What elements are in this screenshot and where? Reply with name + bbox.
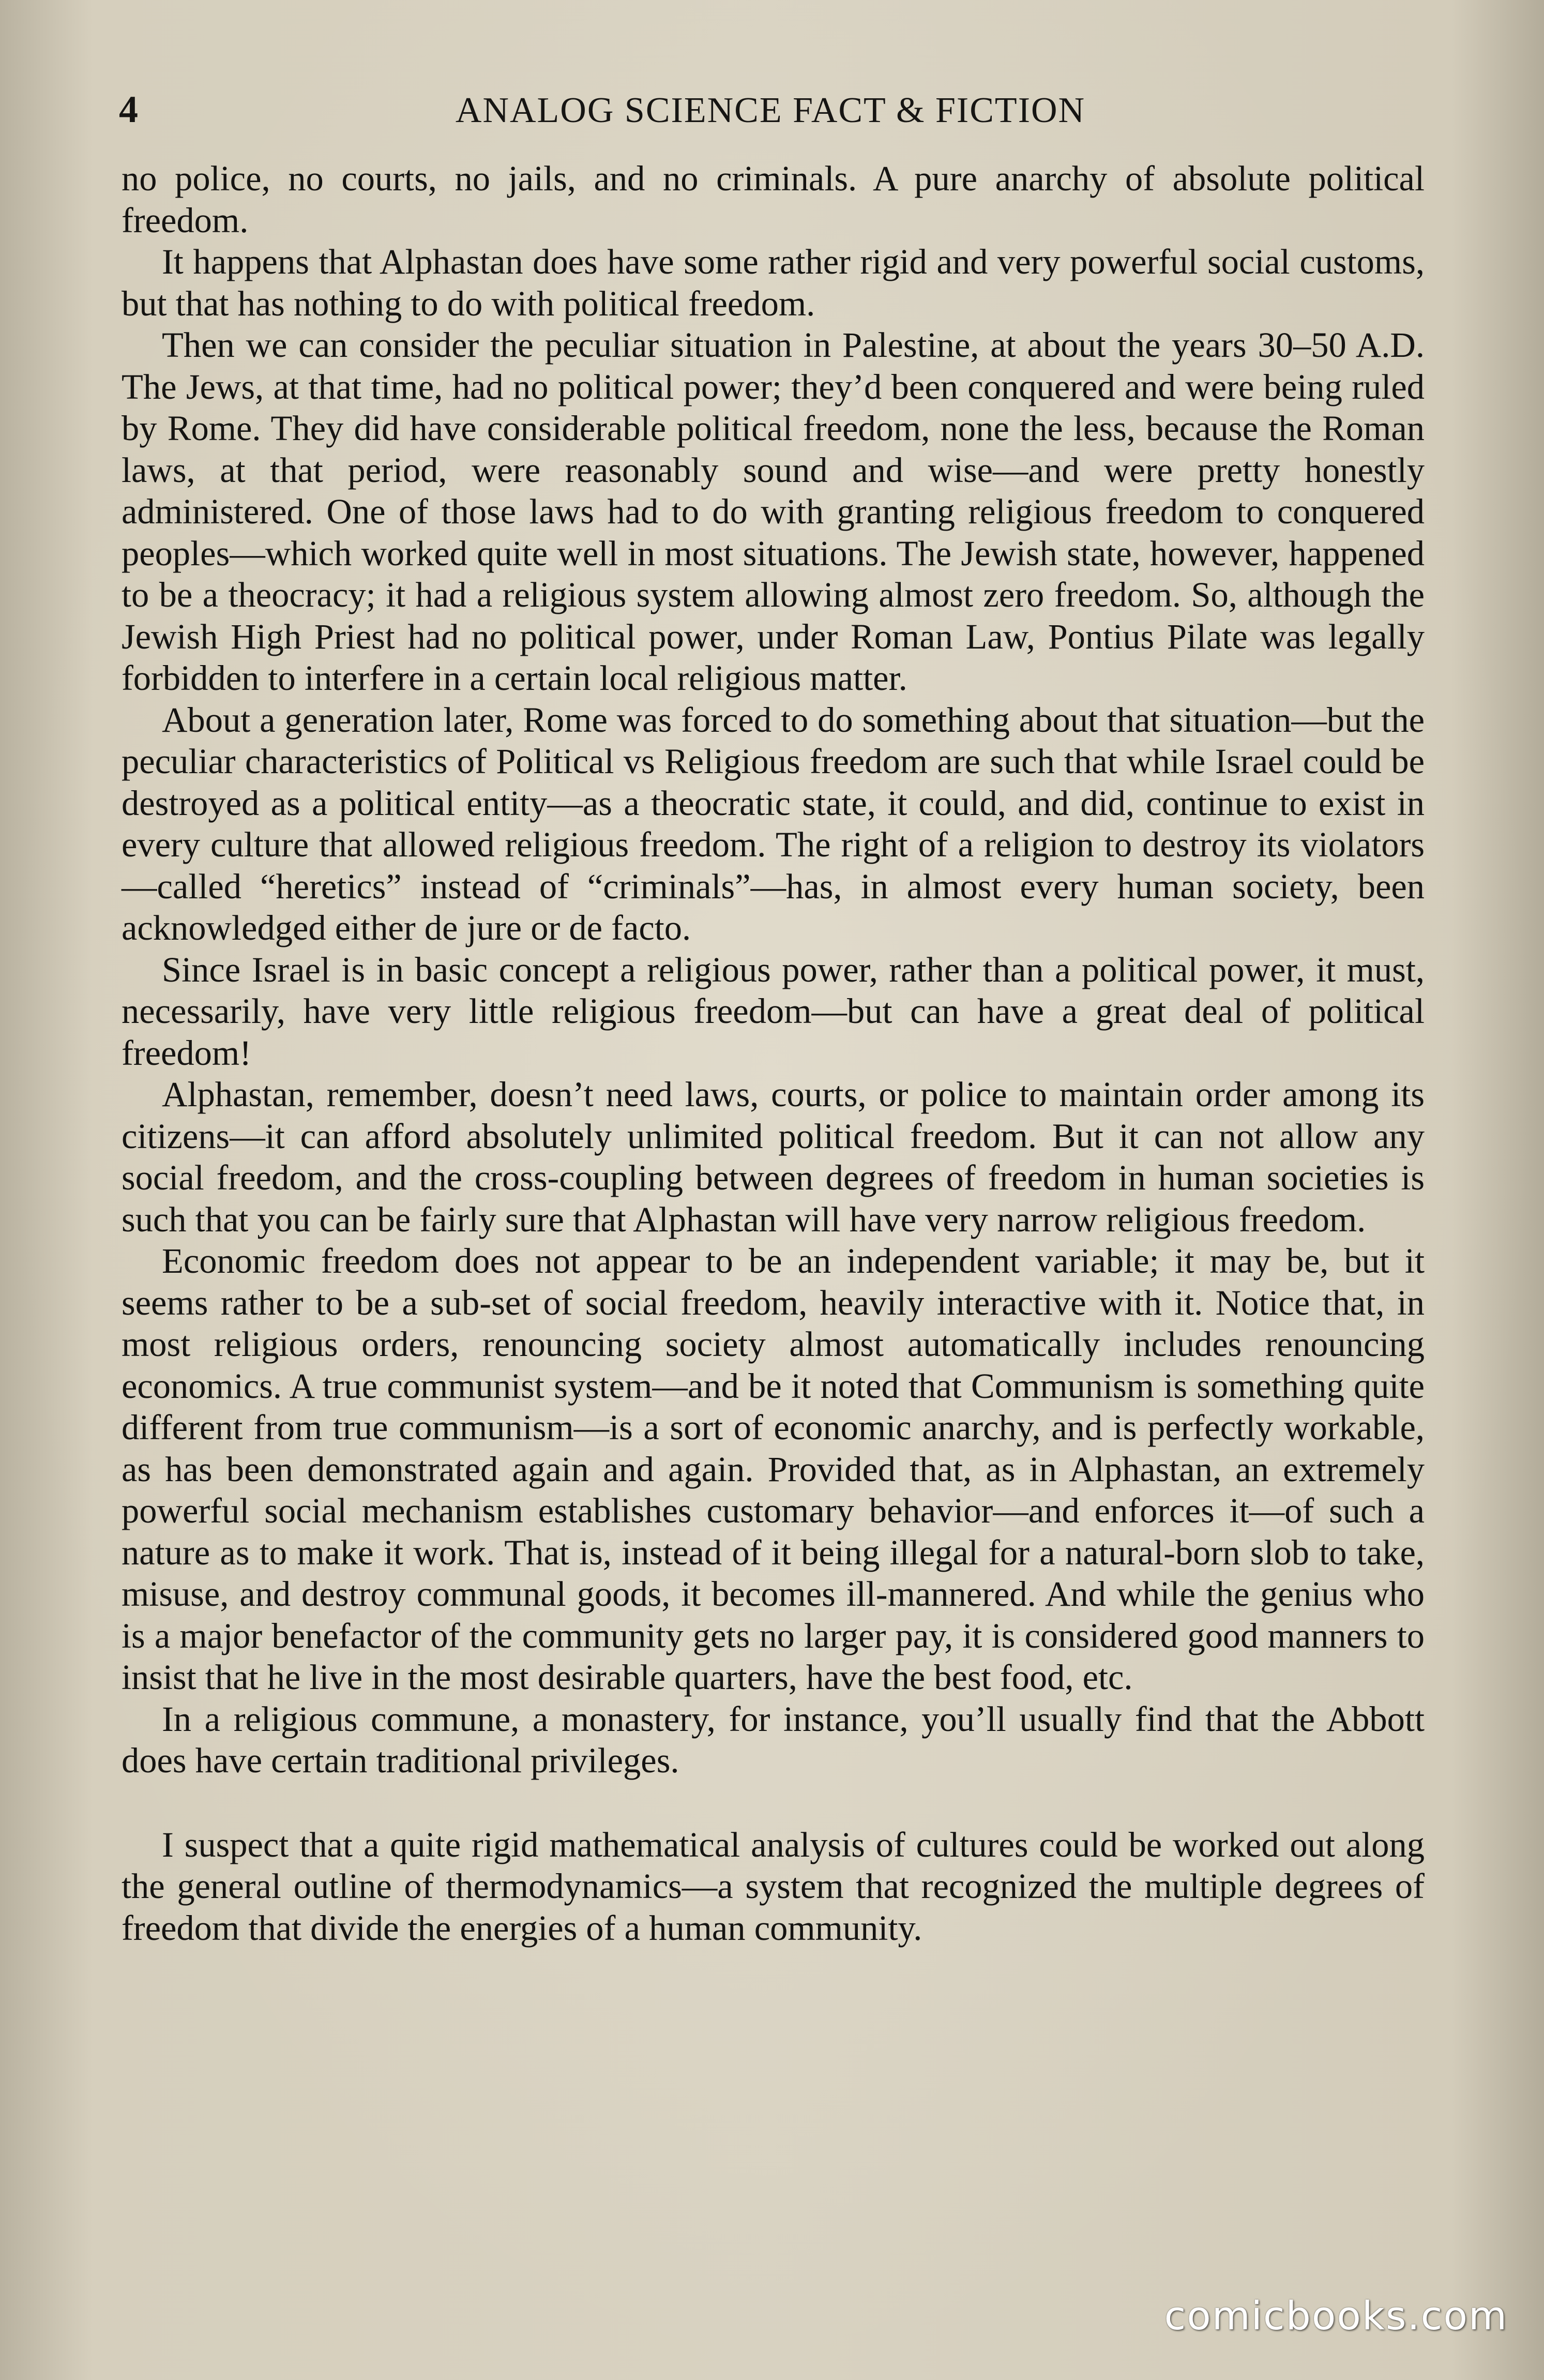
page-header [119,88,1422,145]
paragraph: no police, no courts, no jails, and no criminals. A pure anarchy of absolute political freedom. [122,159,1425,240]
paragraph: Since Israel is in basic concept a religious power, rather than a political power, it must, necessarily, have very little religious freedom—but can have a great deal of political freedom! [122,950,1425,1073]
paragraph: I suspect that a quite rigid mathematical analysis of cultures could be worked out along the general outline of thermodynamics—a system that recognized the multiple degrees of freedom that divide the energies of a human community. [122,1825,1425,1948]
paragraph: Economic freedom does not appear to be an independent variable; it may be, but it seems rather to be a sub-set of social freedom, heavily interactive with it. Notice that, in most religious orders, renouncing society almost automatically includes renouncing economics. A true communist system—and be it noted that Communism is something quite different from true communism—is a sort of economic anarchy, and is perfectly workable, as has been demonstrated again and again. Provided that, as in Alphastan, an extremely powerful social mechanism establishes customary behavior—and enforces it—of such a nature as to make it work. That is, instead of it being illegal for a natural-born slob to take, misuse, and destroy communal goods, it becomes ill-mannered. And while the genius who is a major benefactor of the community gets no larger pay, it is considered good manners to insist that he live in the most desirable quarters, have the best food, etc. [122,1241,1425,1697]
paragraph: Then we can consider the peculiar situation in Palestine, at about the years 30–50 A.D. The Jews, at that time, had no political power; they’d been conquered and were being ruled by Rome. They did have considerable political freedom, none the less, because the Roman laws, at that period, were reasonably sound and wise—and were pretty honestly administered. One of those laws had to do with granting religious freedom to conquered peoples—which worked quite well in most situations. The Jewish state, however, happened to be a theocracy; it had a religious system allowing almost zero freedom. So, although the Jewish High Priest had no political power, under Roman Law, Pontius Pilate was legally forbidden to interfere in a certain local religious matter. [122,325,1425,698]
watermark: comicbooks.com [1164,2293,1508,2339]
paragraph: It happens that Alphastan does have some rather rigid and very powerful social customs, but that has nothing to do with political freedom. [122,242,1425,323]
paragraph: In a religious commune, a monastery, for instance, you’ll usually find that the Abbott does have certain traditional privileges. [122,1699,1425,1780]
page-number: 4 [119,88,138,131]
paragraph: Alphastan, remember, doesn’t need laws, courts, or police to maintain order among its citizens—it can afford absolutely unlimited political freedom. But it can not allow any social freedom, and the cross-coupling between degrees of freedom in human societies is such that you can be fairly sure that Alphastan will have very narrow religious freedom. [122,1075,1425,1239]
running-head: ANALOG SCIENCE FACT & FICTION [455,91,1086,130]
paragraph: About a generation later, Rome was forced to do something about that situation—but the peculiar characteristics of Political vs Religious freedom are such that while Israel could be destroyed as a political entity—as a theocratic state, it could, and did, continue to exist in every culture that allowed religious freedom. The right of a religion to destroy its violators—called “heretics” instead of “criminals”—has, in almost every human society, been acknowledged either de jure or de facto. [122,700,1425,947]
article-body [122,158,1425,1949]
